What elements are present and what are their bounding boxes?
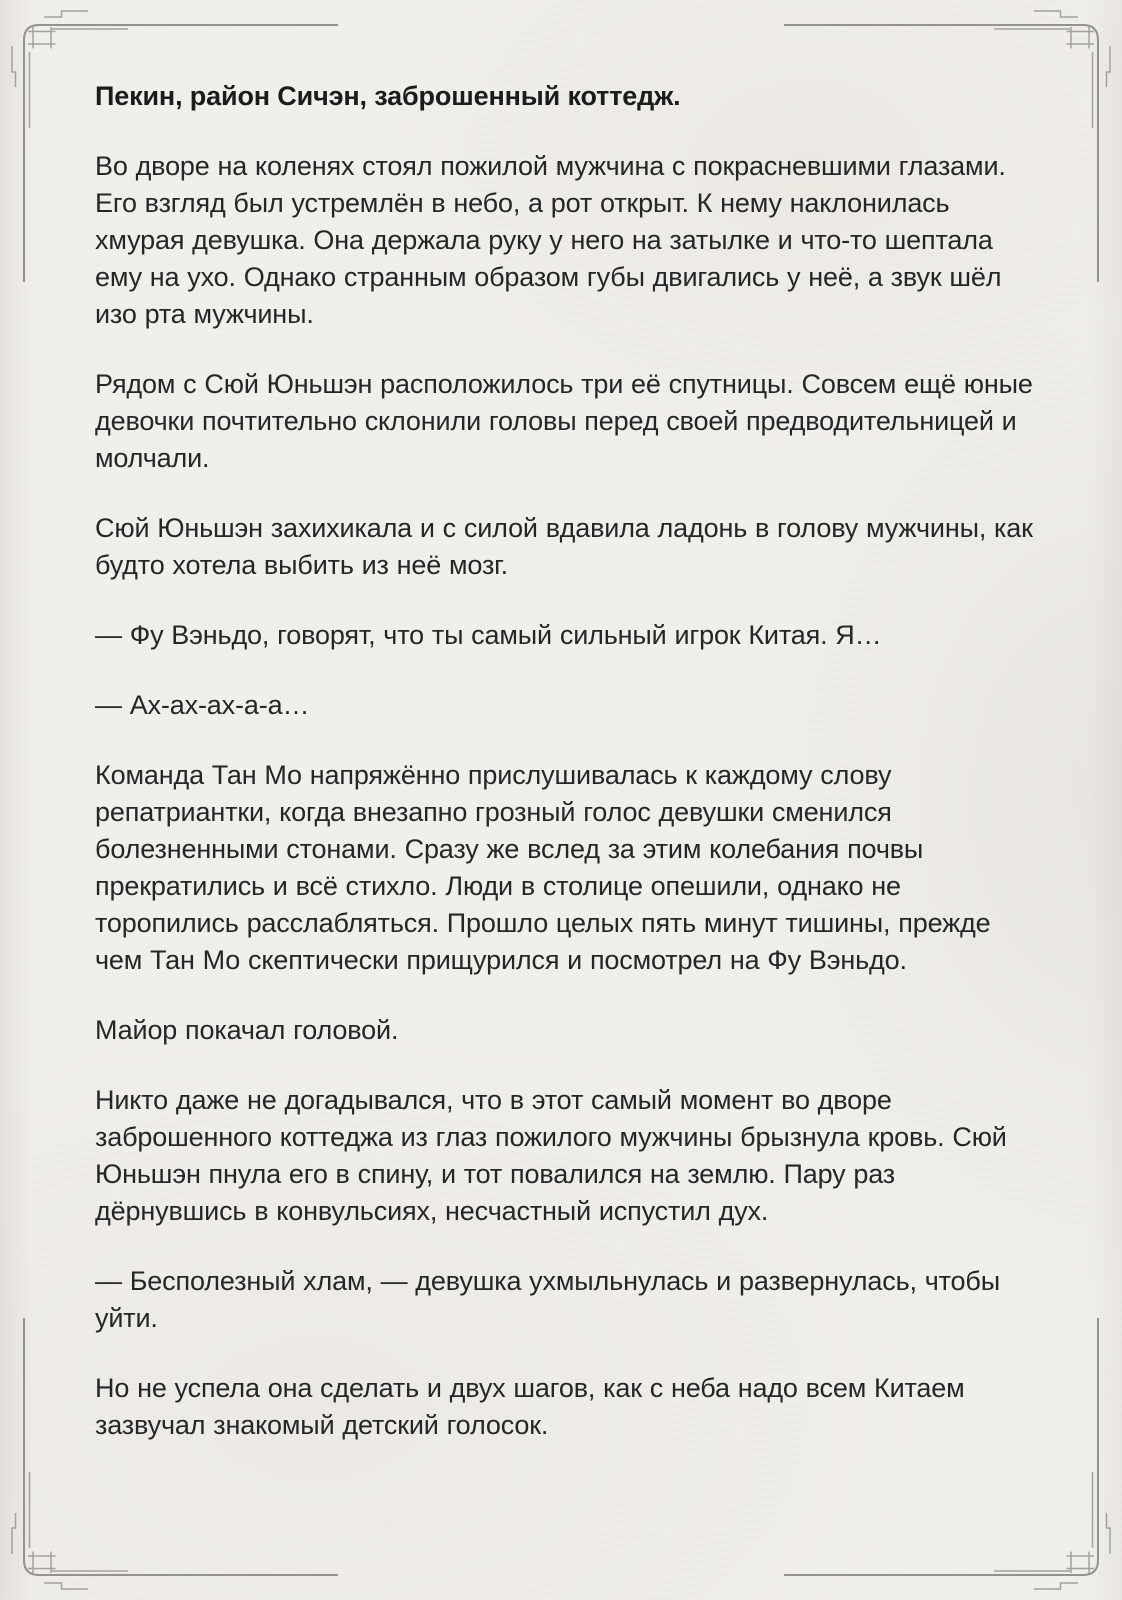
chapter-heading: Пекин, район Сичэн, заброшенный коттедж. xyxy=(95,81,681,111)
paragraph-6: Команда Тан Мо напряжённо прислушивалась к каждому слову репатриантки, когда внезапно грозный голос девушки сменился болезненными стонами. Сразу же вслед за этим колебания почвы прекратились и всё стихло. Люди в столице опешили, однако не торопились расслабляться. Прошло целых пять минут тишины, прежде чем Тан Мо скептически прищурился и посмотрел на Фу Вэньдо. xyxy=(95,760,991,975)
paragraph-10: Но не успела она сделать и двух шагов, как с неба надо всем Китаем зазвучал знакомый детский голосок. xyxy=(95,1373,965,1440)
paragraph-9: — Бесполезный хлам, — девушка ухмыльнулась и развернулась, чтобы уйти. xyxy=(95,1266,1000,1333)
paragraph-8: Никто даже не догадывался, что в этот самый момент во дворе заброшенного коттеджа из глаз пожилого мужчины брызнула кровь. Сюй Юньшэн пнула его в спину, и тот повалился на землю. Пару раз дёрнувшись в конвульсиях, несчастный испустил дух. xyxy=(95,1085,1007,1226)
paragraph-3: Сюй Юньшэн захихикала и с силой вдавила ладонь в голову мужчины, как будто хотела выбить из неё мозг. xyxy=(95,513,1033,580)
paragraph-2: Рядом с Сюй Юньшэн расположилось три её спутницы. Совсем ещё юные девочки почтительно склонили головы перед своей предводительницей и молчали. xyxy=(95,369,1033,473)
page-content xyxy=(95,78,1037,1477)
paragraph-7: Майор покачал головой. xyxy=(95,1015,399,1045)
paragraph-4: — Фу Вэньдо, говорят, что ты самый сильный игрок Китая. Я… xyxy=(95,620,882,650)
paragraph-5: — Ах-ах-ах-а-а… xyxy=(95,690,310,720)
paragraph-1: Во дворе на коленях стоял пожилой мужчина с покрасневшими глазами. Его взгляд был устремлён в небо, а рот открыт. К нему наклонилась хмурая девушка. Она держала руку у него на затылке и что-то шептала ему на ухо. Однако странным образом губы двигались у неё, а звук шёл изо рта мужчины. xyxy=(95,151,1006,329)
